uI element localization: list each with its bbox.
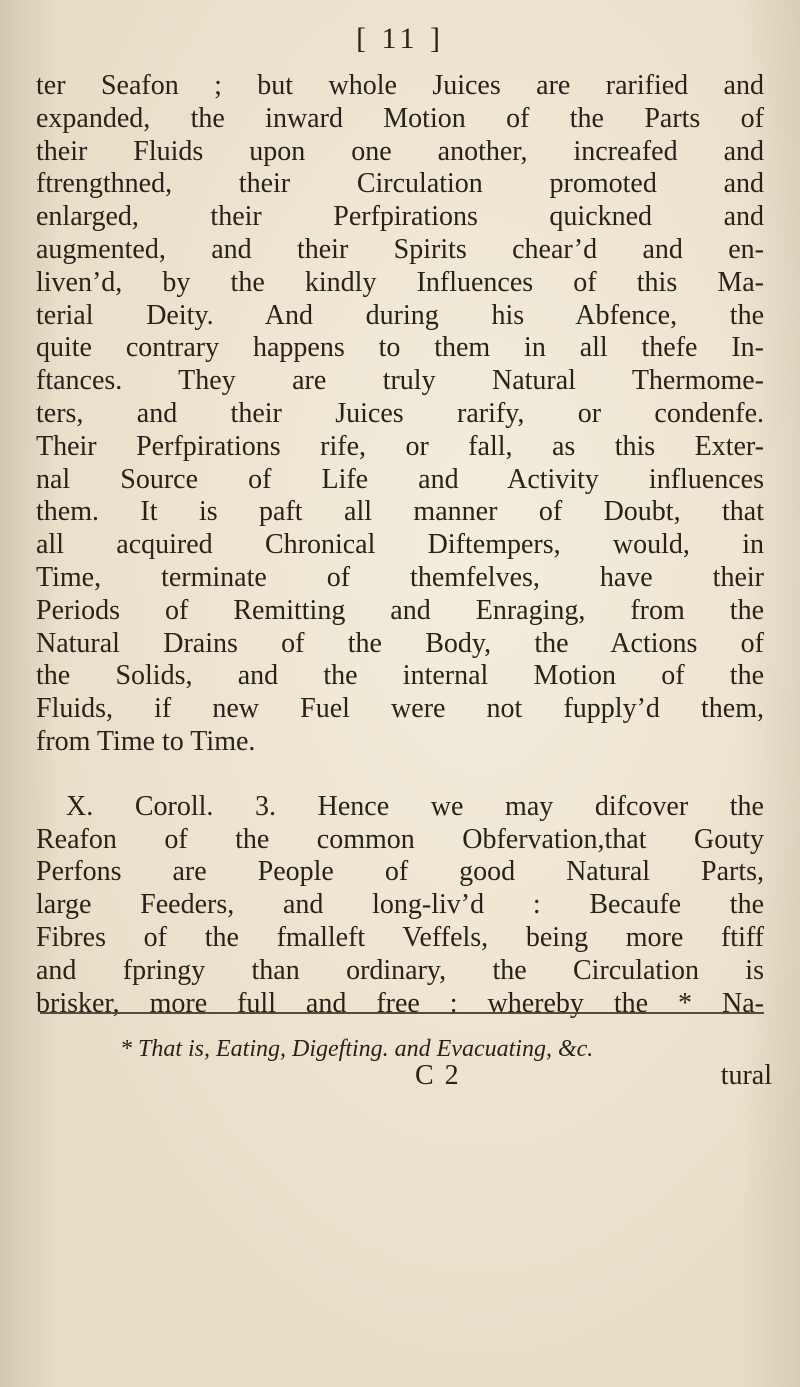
footnote-divider bbox=[40, 1012, 764, 1014]
body-text bbox=[36, 70, 764, 1020]
text-line: ftrengthned, their Circulation promoted and bbox=[36, 168, 764, 200]
text-line: ters, and their Juices rarify, or condenfe. bbox=[36, 397, 764, 429]
paragraph-2 bbox=[36, 791, 764, 1021]
text-line: all acquired Chronical Diftempers, would, in bbox=[36, 529, 764, 561]
text-line: their Fluids upon one another, increafed and bbox=[36, 135, 764, 167]
text-line: from Time to Time. bbox=[36, 725, 256, 757]
paragraph-1 bbox=[36, 70, 764, 759]
text-line: Perfons are People of good Natural Parts, bbox=[36, 856, 764, 888]
text-line: and fpringy than ordinary, the Circulation is bbox=[36, 954, 764, 986]
text-line: terial Deity. And during his Abfence, the bbox=[36, 299, 764, 331]
text-line: large Feeders, and long-liv’d : Becaufe the bbox=[36, 889, 764, 921]
text-line: them. It is paft all manner of Doubt, that bbox=[36, 496, 764, 528]
text-line: ter Seafon ; but whole Juices are rarified and bbox=[36, 70, 764, 101]
text-line: Fluids, if new Fuel were not fupply’d them, bbox=[36, 693, 764, 725]
text-line: Time, terminate of themfelves, have their bbox=[36, 561, 764, 593]
page-number: [ 11 ] bbox=[356, 22, 444, 55]
footnote: * That is, Eating, Digefting. and Evacuating, &c. bbox=[120, 1036, 594, 1062]
text-line: brisker, more full and free : whereby the * Na- bbox=[36, 987, 764, 1019]
text-line: Their Perfpirations rife, or fall, as this Exter- bbox=[36, 430, 764, 462]
text-line: augmented, and their Spirits chear’d and en- bbox=[36, 233, 764, 265]
text-line: quite contrary happens to them in all thefe In- bbox=[36, 332, 764, 364]
text-line: Natural Drains of the Body, the Actions of bbox=[36, 627, 764, 659]
text-line: nal Source of Life and Activity influences bbox=[36, 463, 764, 495]
text-line: enlarged, their Perfpirations quickned and bbox=[36, 201, 764, 233]
text-line: X. Coroll. 3. Hence we may difcover the bbox=[66, 790, 764, 822]
text-line: the Solids, and the internal Motion of the bbox=[36, 660, 764, 692]
catchword: tural bbox=[720, 1060, 772, 1091]
text-line: Reafon of the common Obfervation,that Gouty bbox=[36, 823, 764, 855]
text-line: Periods of Remitting and Enraging, from the bbox=[36, 594, 764, 626]
signature-mark: C 2 bbox=[415, 1060, 461, 1091]
text-line: expanded, the inward Motion of the Parts of bbox=[36, 102, 764, 134]
text-line: ftances. They are truly Natural Thermome- bbox=[36, 365, 764, 397]
text-line: liven’d, by the kindly Influences of this Ma- bbox=[36, 266, 764, 298]
text-line: Fibres of the fmalleft Veffels, being more ftiff bbox=[36, 921, 764, 953]
